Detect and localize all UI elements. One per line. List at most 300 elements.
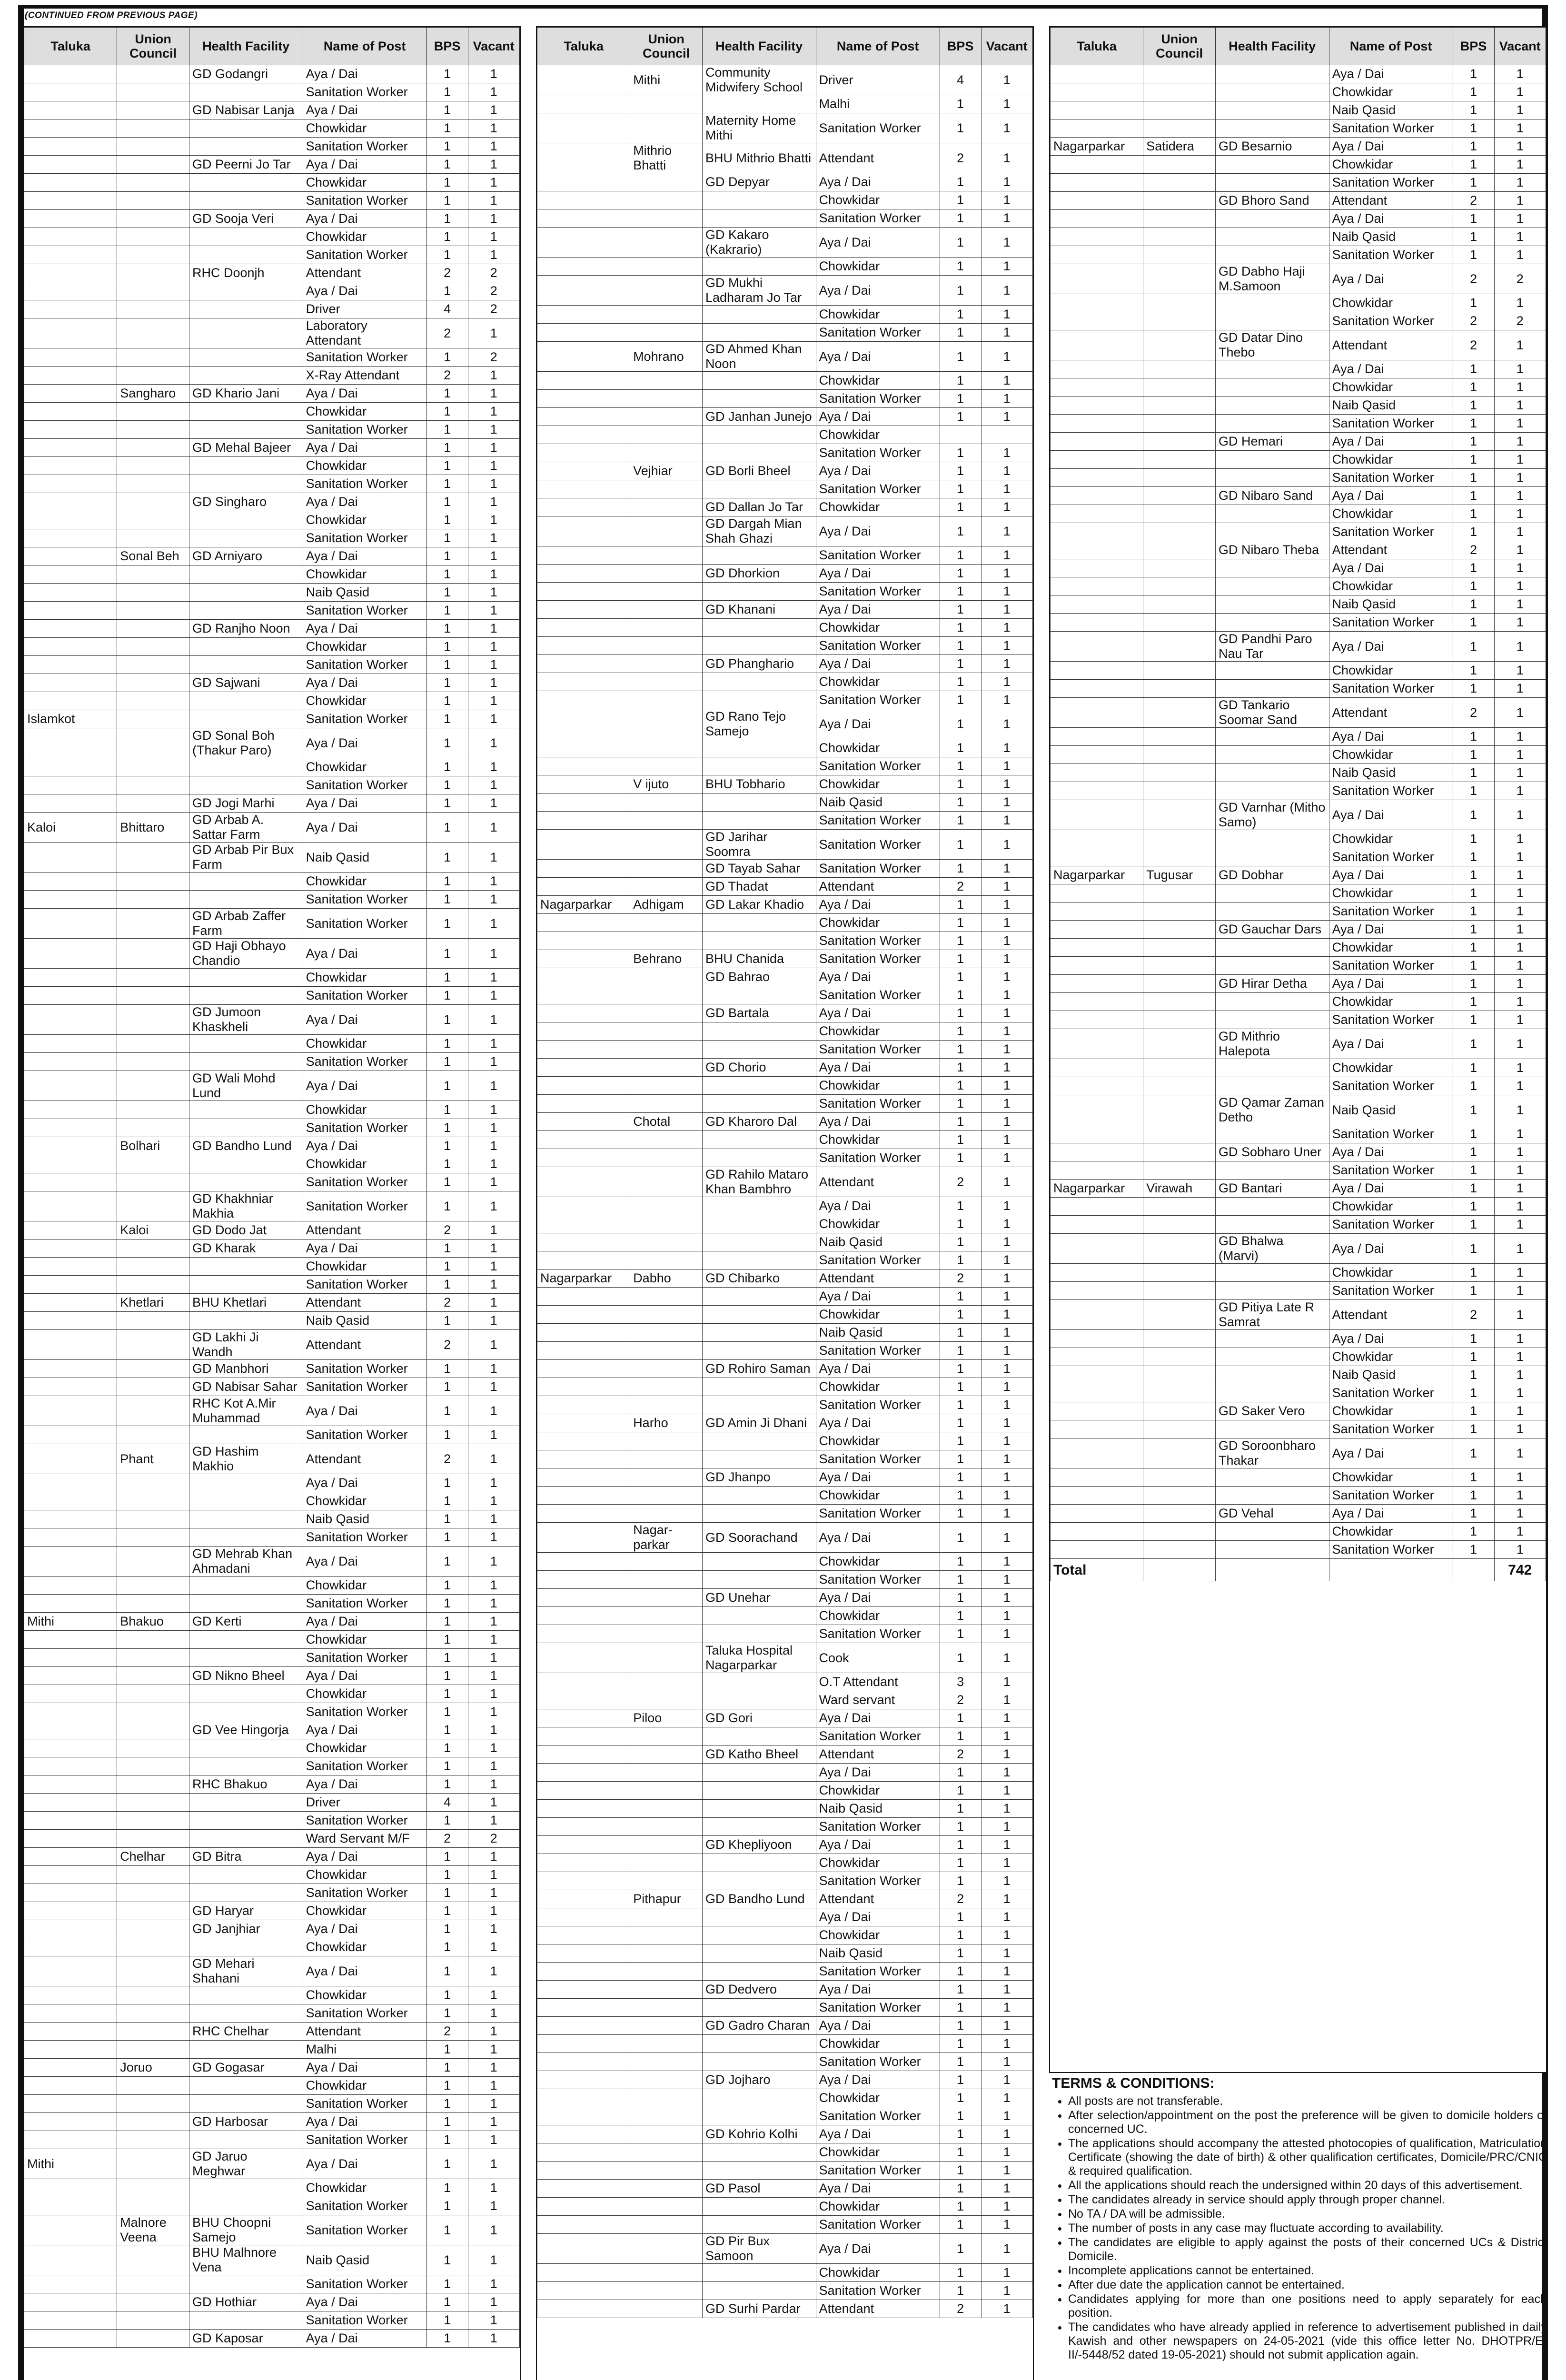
table-cell: 1 [940, 444, 981, 462]
table-cell [1051, 101, 1143, 119]
table-cell: 1 [1494, 830, 1546, 848]
table-cell: Kaloi [117, 1221, 189, 1240]
table-cell: 2 [426, 2023, 468, 2041]
table-cell: 1 [1494, 192, 1546, 210]
table-cell: 1 [1494, 1011, 1546, 1029]
table-cell [1143, 1330, 1216, 1348]
table-cell [189, 2077, 303, 2095]
table-cell: Aya / Dai [1329, 210, 1453, 228]
table-cell: Chowkidar [303, 1938, 426, 1956]
table-cell [117, 1191, 189, 1221]
table-cell [24, 873, 117, 891]
table-cell [630, 1727, 703, 1745]
table-cell: 1 [468, 2311, 519, 2330]
table-cell: Sanitation Worker [303, 1378, 426, 1396]
table-cell [1051, 294, 1143, 312]
table-row [537, 2125, 1033, 2143]
table-cell [1216, 1487, 1329, 1505]
table-cell: 1 [468, 2113, 519, 2131]
table-cell: 1 [940, 462, 981, 480]
table-cell [1143, 1059, 1216, 1077]
table-cell [189, 2275, 303, 2293]
table-cell: 1 [468, 1071, 519, 1101]
table-cell [703, 986, 816, 1004]
table-cell [117, 174, 189, 192]
table-cell [1216, 848, 1329, 866]
table-cell: Sanitation Worker [303, 348, 426, 367]
table-row [1051, 1420, 1546, 1438]
table-cell: 1 [426, 674, 468, 692]
table-cell: 1 [940, 173, 981, 191]
table-cell: 2 [1453, 1300, 1494, 1330]
table-cell [537, 583, 630, 601]
table-cell: 1 [1453, 523, 1494, 541]
table-cell [703, 1306, 816, 1324]
table-row [1051, 487, 1546, 505]
table-cell: Chowkidar [816, 1131, 940, 1149]
table-cell [24, 403, 117, 421]
table-cell: GD Dallan Jo Tar [703, 498, 816, 516]
table-row [1051, 1487, 1546, 1505]
table-row [537, 191, 1033, 209]
table-cell [537, 1414, 630, 1432]
table-cell: 1 [940, 1727, 981, 1745]
table-cell [1143, 1125, 1216, 1143]
table-cell [189, 2197, 303, 2215]
table-cell [537, 276, 630, 306]
table-cell: GD Gauchar Dars [1216, 921, 1329, 939]
table-cell: 1 [940, 1095, 981, 1113]
table-cell: Aya / Dai [816, 2180, 940, 2198]
table-cell: 1 [468, 1378, 519, 1396]
table-cell: Aya / Dai [816, 408, 940, 426]
table-row [537, 775, 1033, 793]
table-cell [703, 324, 816, 342]
table-cell: Attendant [816, 1269, 940, 1288]
table-cell [703, 426, 816, 444]
table-cell [117, 1119, 189, 1137]
table-cell: Nagarparkar [1051, 866, 1143, 884]
table-cell [630, 2017, 703, 2035]
table-cell [1143, 378, 1216, 397]
table-cell: GD Bahrao [703, 968, 816, 986]
table-cell [630, 1505, 703, 1523]
table-cell: 2 [1494, 312, 1546, 330]
table-cell: Malhi [303, 2041, 426, 2059]
table-cell [117, 1956, 189, 1986]
table-cell: 2 [1453, 330, 1494, 360]
table-cell: GD Lakar Khadio [703, 896, 816, 914]
table-cell [1143, 1198, 1216, 1216]
table-cell [24, 385, 117, 403]
table-cell [630, 113, 703, 143]
table-cell: Naib Qasid [303, 584, 426, 602]
table-cell [117, 1830, 189, 1848]
table-row [24, 1721, 520, 1739]
table-cell: 1 [1494, 1234, 1546, 1264]
table-row [24, 1221, 520, 1240]
table-cell: 1 [940, 1589, 981, 1607]
table-cell [537, 1360, 630, 1378]
table-cell [537, 426, 630, 444]
table-row [24, 475, 520, 493]
table-cell: 1 [468, 385, 519, 403]
table-cell [24, 1703, 117, 1721]
table-cell: Sanitation Worker [303, 192, 426, 210]
table-cell: Aya / Dai [816, 2017, 940, 2035]
table-cell: 1 [1494, 614, 1546, 632]
table-cell: 1 [981, 1999, 1032, 2017]
table-cell [703, 1041, 816, 1059]
table-cell [189, 692, 303, 710]
table-cell [537, 1077, 630, 1095]
table-cell: 1 [940, 757, 981, 775]
table-cell [537, 1004, 630, 1022]
table-cell [117, 843, 189, 873]
table-cell [24, 1330, 117, 1360]
table-cell [703, 1487, 816, 1505]
table-cell [630, 1999, 703, 2017]
table-cell [1051, 378, 1143, 397]
table-row [537, 1324, 1033, 1342]
table-cell [630, 812, 703, 830]
table-row [537, 950, 1033, 968]
table-cell [630, 1324, 703, 1342]
table-cell [117, 439, 189, 457]
table-cell: 1 [426, 758, 468, 776]
table-cell: Aya / Dai [816, 228, 940, 258]
table-cell: Chowkidar [816, 1607, 940, 1625]
table-cell: GD Nibaro Theba [1216, 541, 1329, 559]
table-cell [117, 692, 189, 710]
table-cell: Naib Qasid [1329, 1366, 1453, 1384]
table-cell [1143, 541, 1216, 559]
table-cell [703, 546, 816, 565]
table-cell [117, 2245, 189, 2275]
table-cell: BHU Mithrio Bhatti [703, 143, 816, 173]
table-cell: GD Besarnio [1216, 138, 1329, 156]
table-cell: 1 [468, 2059, 519, 2077]
table-row [24, 1938, 520, 1956]
table-cell [1051, 119, 1143, 138]
table-cell [630, 932, 703, 950]
table-cell [1051, 1095, 1143, 1125]
table-cell [1051, 1282, 1143, 1300]
table-cell: Naib Qasid [1329, 101, 1453, 119]
table-cell: Sanitation Worker [816, 324, 940, 342]
table-cell: Sanitation Worker [1329, 119, 1453, 138]
table-cell: 1 [1453, 119, 1494, 138]
table-cell: Sanitation Worker [816, 691, 940, 709]
table-cell [630, 757, 703, 775]
table-row [537, 1691, 1033, 1709]
table-cell: Naib Qasid [303, 2245, 426, 2275]
table-cell [189, 2041, 303, 2059]
table-cell [630, 2234, 703, 2264]
table-cell: Attendant [816, 1167, 940, 1197]
table-cell [537, 324, 630, 342]
table-cell [1216, 1264, 1329, 1282]
table-cell: 1 [468, 511, 519, 529]
table-cell: Sanitation Worker [816, 1342, 940, 1360]
table-cell: 1 [940, 1818, 981, 1836]
table-cell [703, 209, 816, 228]
table-cell: 1 [1494, 65, 1546, 83]
table-cell: GD Pir Bux Samoon [703, 2234, 816, 2264]
table-row [537, 1487, 1033, 1505]
table-cell [630, 1818, 703, 1836]
table-row [1051, 662, 1546, 680]
table-cell [1216, 101, 1329, 119]
table-cell: Naib Qasid [816, 1233, 940, 1251]
table-row [1051, 83, 1546, 101]
table-row [24, 2330, 520, 2348]
table-cell: Sanitation Worker [303, 710, 426, 728]
table-cell [1051, 228, 1143, 246]
table-row [537, 1999, 1033, 2017]
table-cell: 1 [426, 493, 468, 511]
table-cell: Chowkidar [816, 1553, 940, 1571]
table-cell [24, 1474, 117, 1492]
table-cell: 1 [1453, 1077, 1494, 1095]
table-cell: 1 [468, 1739, 519, 1757]
table-cell: 1 [981, 565, 1032, 583]
table-cell: RHC Kot A.Mir Muhammad [189, 1396, 303, 1426]
table-cell: 1 [1453, 1438, 1494, 1468]
table-cell [537, 1432, 630, 1450]
table-cell: 1 [940, 1041, 981, 1059]
table-cell: 1 [981, 1131, 1032, 1149]
table-cell [630, 1041, 703, 1059]
table-cell: 1 [981, 1251, 1032, 1269]
table-cell: 1 [940, 1414, 981, 1432]
table-row [537, 2282, 1033, 2300]
table-cell: 1 [981, 1022, 1032, 1041]
table-row [24, 638, 520, 656]
table-cell: Aya / Dai [816, 655, 940, 673]
table-cell [703, 1215, 816, 1233]
table-cell [1143, 505, 1216, 523]
table-cell: Sanitation Worker [303, 1276, 426, 1294]
table-cell [117, 1258, 189, 1276]
table-cell: Chowkidar [816, 498, 940, 516]
table-cell: Bhakuo [117, 1613, 189, 1631]
table-cell: Sanitation Worker [1329, 1011, 1453, 1029]
table-cell: Chowkidar [303, 511, 426, 529]
table-cell [537, 691, 630, 709]
table-cell: 1 [426, 969, 468, 987]
table-cell: 1 [940, 1450, 981, 1468]
table-cell: Aya / Dai [303, 674, 426, 692]
table-row [24, 1685, 520, 1703]
table-cell: Aya / Dai [816, 462, 940, 480]
table-cell: 1 [940, 2180, 981, 2198]
table-row [537, 390, 1033, 408]
table-cell [24, 348, 117, 367]
table-cell: 1 [940, 1378, 981, 1396]
table-cell [703, 2107, 816, 2125]
table-row [24, 1426, 520, 1444]
table-cell: 1 [1494, 101, 1546, 119]
table-cell [630, 546, 703, 565]
table-cell [1051, 884, 1143, 902]
table-cell: 1 [940, 775, 981, 793]
table-cell [1143, 1487, 1216, 1505]
table-cell: GD Manbhori [189, 1360, 303, 1378]
table-cell [1216, 360, 1329, 378]
table-cell [630, 619, 703, 637]
table-row [1051, 294, 1546, 312]
table-cell [117, 939, 189, 969]
table-cell [1143, 1143, 1216, 1161]
table-cell: Sanitation Worker [1329, 957, 1453, 975]
table-cell [117, 776, 189, 794]
table-cell: 1 [1453, 415, 1494, 433]
table-row [537, 1571, 1033, 1589]
table-cell [1051, 1216, 1143, 1234]
table-cell: Aya / Dai [303, 65, 426, 83]
table-cell: 1 [426, 1667, 468, 1685]
table-row [537, 878, 1033, 896]
table-cell: 1 [426, 1685, 468, 1703]
table-row [537, 2017, 1033, 2035]
vacancy-table [24, 27, 520, 2348]
table-cell [1051, 246, 1143, 264]
table-cell [24, 1294, 117, 1312]
table-cell: GD Soroonbharo Thakar [1216, 1438, 1329, 1468]
table-cell: 1 [981, 1306, 1032, 1324]
table-cell: Aya / Dai [1329, 921, 1453, 939]
table-cell [537, 1396, 630, 1414]
table-cell: Aya / Dai [816, 1709, 940, 1727]
table-cell [24, 210, 117, 228]
table-cell [189, 1173, 303, 1191]
table-cell: Aya / Dai [1329, 728, 1453, 746]
table-cell [1051, 1541, 1143, 1559]
table-cell [1216, 1559, 1329, 1581]
table-cell: 1 [981, 1691, 1032, 1709]
table-cell [189, 2004, 303, 2023]
table-cell [537, 655, 630, 673]
continued-label: (CONTINUED FROM PREVIOUS PAGE) [25, 10, 198, 20]
table-cell: Sanitation Worker [303, 1360, 426, 1378]
table-cell [24, 758, 117, 776]
table-cell: 1 [940, 390, 981, 408]
table-cell: Aya / Dai [303, 2113, 426, 2131]
table-cell [24, 2215, 117, 2245]
table-cell: GD Bandho Lund [703, 1890, 816, 1908]
table-cell: 1 [468, 1510, 519, 1528]
table-row [537, 1041, 1033, 1059]
table-cell: Attendant [1329, 541, 1453, 559]
table-cell [117, 246, 189, 264]
table-cell: 1 [981, 2017, 1032, 2035]
table-cell [24, 602, 117, 620]
table-cell: Attendant [1329, 698, 1453, 728]
table-cell [537, 1764, 630, 1782]
table-cell [24, 83, 117, 101]
table-cell: Sanitation Worker [303, 246, 426, 264]
table-cell: 1 [940, 2071, 981, 2089]
table-row [24, 1492, 520, 1510]
table-cell: 1 [1494, 156, 1546, 174]
table-cell: 1 [426, 1547, 468, 1577]
table-cell [703, 1553, 816, 1571]
table-row [24, 843, 520, 873]
terms-item: • The candidates who have already applied in reference to advertisement published in daily Kawish and other newspapers on 24-05-2021 (vide this office letter No. DHOTPR/E-II/-5448/52 dated 19-05-2021) should not submit application again. [1068, 2320, 1547, 2362]
table-cell [537, 775, 630, 793]
table-cell [24, 584, 117, 602]
table-cell [1216, 1077, 1329, 1095]
table-cell: 1 [468, 1577, 519, 1595]
table-row [537, 691, 1033, 709]
table-cell: Sanitation Worker [1329, 782, 1453, 800]
table-row [24, 246, 520, 264]
table-cell [1051, 1198, 1143, 1216]
column-header: Union Council [1143, 28, 1216, 65]
table-cell: 1 [468, 174, 519, 192]
table-cell: 1 [468, 1360, 519, 1378]
table-cell [630, 498, 703, 516]
table-cell: 1 [1494, 451, 1546, 469]
table-cell: GD Dhorkion [703, 565, 816, 583]
table-cell [630, 583, 703, 601]
table-cell [537, 739, 630, 757]
table-cell: GD Datar Dino Thebo [1216, 330, 1329, 360]
table-cell: 1 [981, 408, 1032, 426]
table-cell: 2 [468, 264, 519, 282]
table-cell: 1 [981, 1836, 1032, 1854]
table-cell: 1 [940, 1215, 981, 1233]
table-cell [703, 583, 816, 601]
table-cell: 1 [426, 1613, 468, 1631]
table-cell [1143, 264, 1216, 294]
table-cell [537, 113, 630, 143]
table-row [537, 1095, 1033, 1113]
table-cell: 1 [426, 83, 468, 101]
table-cell [1051, 746, 1143, 764]
table-cell [537, 1782, 630, 1800]
table-cell [630, 209, 703, 228]
table-cell: 1 [1453, 1011, 1494, 1029]
table-cell: 1 [1494, 746, 1546, 764]
table-cell: 1 [940, 1004, 981, 1022]
table-cell: 1 [1494, 866, 1546, 884]
table-cell: 1 [981, 914, 1032, 932]
table-cell: Aya / Dai [816, 2071, 940, 2089]
table-cell: Aya / Dai [303, 1474, 426, 1492]
table-cell: Vejhiar [630, 462, 703, 480]
table-cell [703, 1396, 816, 1414]
table-cell: 1 [981, 775, 1032, 793]
table-cell: Chowkidar [303, 403, 426, 421]
table-cell: GD Jojharo [703, 2071, 816, 2089]
table-cell: Aya / Dai [303, 1920, 426, 1938]
table-cell [24, 2077, 117, 2095]
table-cell: Aya / Dai [816, 601, 940, 619]
table-cell [1216, 210, 1329, 228]
table-row [537, 1059, 1033, 1077]
table-cell: Dabho [630, 1269, 703, 1288]
table-cell: 1 [1453, 728, 1494, 746]
table-cell: 1 [468, 547, 519, 565]
table-cell [117, 2004, 189, 2023]
table-cell: GD Sooja Veri [189, 210, 303, 228]
table-cell: 1 [940, 1981, 981, 1999]
table-cell: 1 [940, 1113, 981, 1131]
table-row [537, 426, 1033, 444]
table-cell: 1 [426, 1492, 468, 1510]
